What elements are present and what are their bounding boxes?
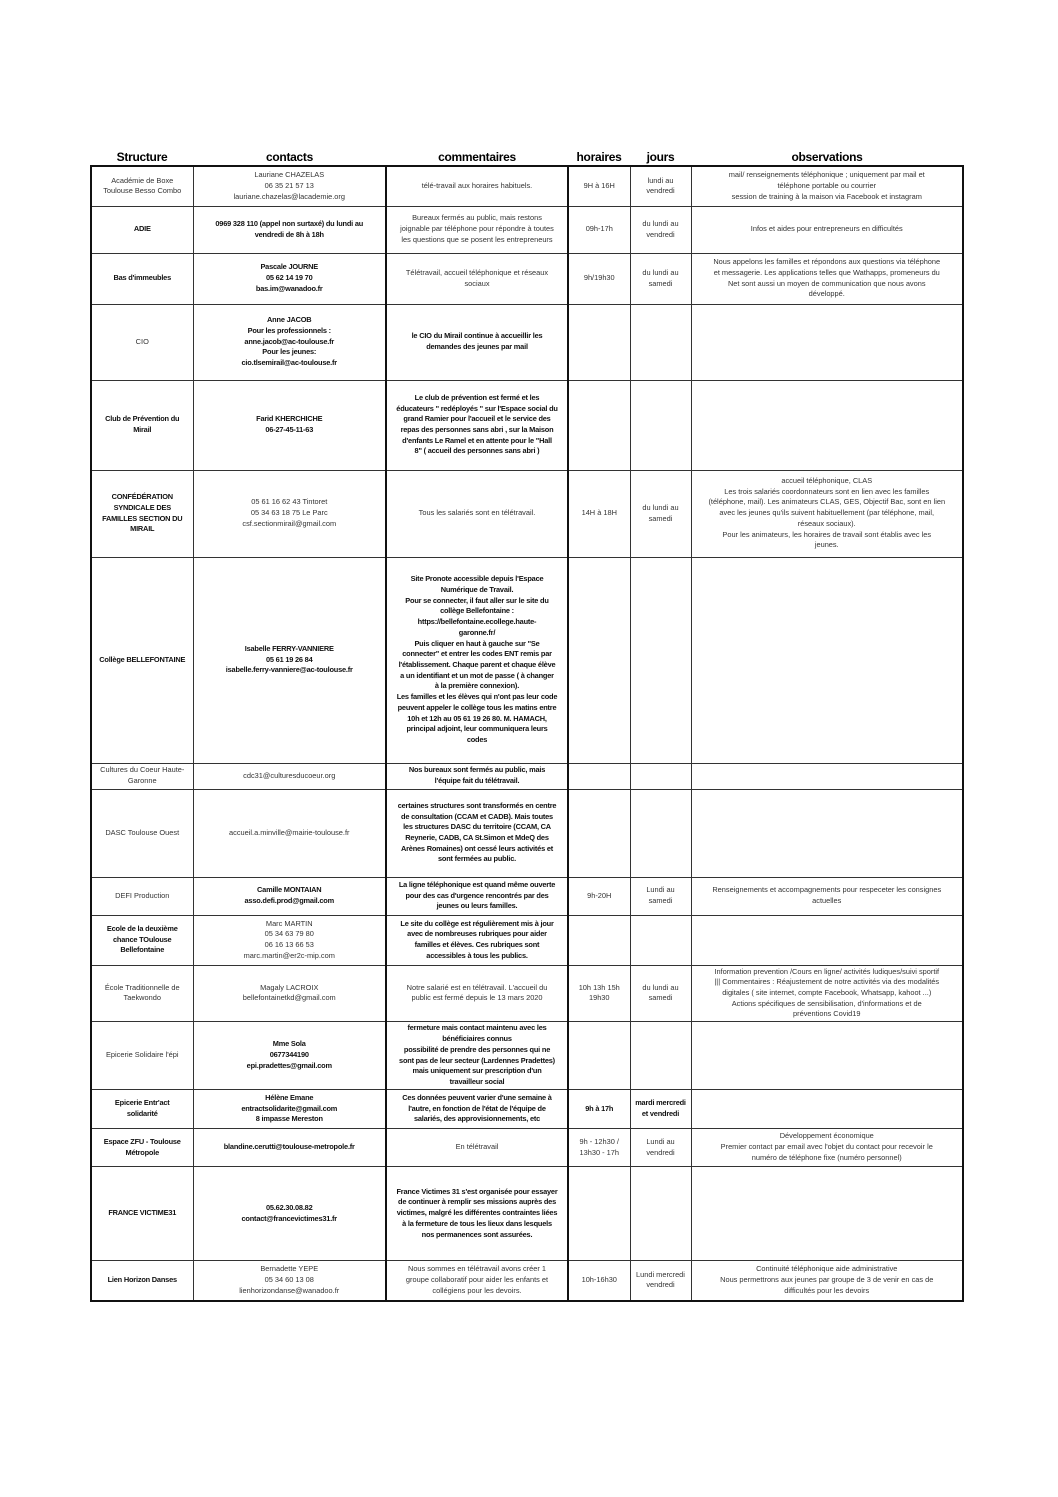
cell-contacts: Marc MARTIN 05 34 63 79 80 06 16 13 66 53 marc.martin@er2c-mip.com bbox=[193, 915, 386, 965]
cell-observations: Nous appelons les familles et répondons aux questions via téléphone et messagerie. Les applications telles que Wathapps, promeneurs du Net sont aussi un moyen de communication que nous avons développé. bbox=[691, 253, 963, 304]
cell-structure: CIO bbox=[91, 304, 193, 380]
table-row bbox=[91, 1129, 963, 1167]
cell-commentaires: Notre salarié est en télétravail. L'accueil du public est fermé depuis le 13 mars 2020 bbox=[386, 965, 568, 1022]
cell-commentaires: certaines structures sont transformés en centre de consultation (CCAM et CADB). Mais toutes les structures DASC du territoire (CCAM, CA Reynerie, CADB, CA St.Simon et MdeQ des Arènes Romaines) ont cessé leurs activités et sont fermées au public. bbox=[386, 789, 568, 877]
table-row bbox=[91, 789, 963, 877]
table-row bbox=[91, 1261, 963, 1301]
cell-contacts: 05.62.30.08.82 contact@francevictimes31.fr bbox=[193, 1167, 386, 1261]
cell-observations: Infos et aides pour entrepreneurs en difficultés bbox=[691, 206, 963, 253]
cell-structure: CONFÉDÉRATION SYNDICALE DES FAMILLES SECTION DU MIRAIL bbox=[91, 470, 193, 557]
cell-structure: École Traditionnelle de Taekwondo bbox=[91, 965, 193, 1022]
cell-structure: Collège BELLEFONTAINE bbox=[91, 557, 193, 763]
cell-observations: Renseignements et accompagnements pour respeceter les consignes actuelles bbox=[691, 877, 963, 915]
table-row bbox=[91, 1167, 963, 1261]
cell-structure: Club de Prévention du Mirail bbox=[91, 380, 193, 470]
table-row bbox=[91, 1022, 963, 1090]
table-row bbox=[91, 1090, 963, 1129]
cell-commentaires: La ligne téléphonique est quand même ouverte pour des cas d'urgence rencontrés par des jeunes ou leurs familles. bbox=[386, 877, 568, 915]
cell-horaires: 9H à 16H bbox=[568, 166, 630, 206]
cell-structure: Epicerie Solidaire l'épi bbox=[91, 1022, 193, 1090]
cell-commentaires: Ces données peuvent varier d'une semaine à l'autre, en fonction de l'état de l'équipe de salariés, des approvisionnements, etc bbox=[386, 1090, 568, 1129]
cell-observations bbox=[691, 1167, 963, 1261]
cell-horaires bbox=[568, 789, 630, 877]
cell-horaires: 9h/19h30 bbox=[568, 253, 630, 304]
cell-contacts: Farid KHERCHICHE 06-27-45-11-63 bbox=[193, 380, 386, 470]
cell-observations: Continuité téléphonique aide administrative Nous permettrons aux jeunes par groupe de 3 de venir en cas de difficultés pour les devoirs bbox=[691, 1261, 963, 1301]
header-structure: Structure bbox=[116, 150, 168, 164]
cell-jours bbox=[630, 380, 691, 470]
cell-horaires bbox=[568, 763, 630, 789]
cell-jours bbox=[630, 789, 691, 877]
header-jours: jours bbox=[646, 150, 675, 164]
cell-observations bbox=[691, 557, 963, 763]
cell-jours bbox=[630, 1167, 691, 1261]
table-row bbox=[91, 915, 963, 965]
cell-jours: du lundi au samedi bbox=[630, 470, 691, 557]
cell-jours: mardi mercredi et vendredi bbox=[630, 1090, 691, 1129]
cell-contacts: Pascale JOURNE 05 62 14 19 70 bas.im@wanadoo.fr bbox=[193, 253, 386, 304]
cell-observations bbox=[691, 1090, 963, 1129]
cell-observations: accueil téléphonique, CLAS Les trois salariés coordonnateurs sont en lien avec les familles (téléphone, mail). Les animateurs CLAS, GES, Objectif Bac, sont en lien avec les jeunes qu'ils suivent habituellement (par téléphone, mail, réseaux sociaux). Pour les animateurs, les horaires de travail sont établis avec les jeunes. bbox=[691, 470, 963, 557]
cell-contacts: Hélène Emane entractsolidarite@gmail.com 8 impasse Mereston bbox=[193, 1090, 386, 1129]
table-row bbox=[91, 877, 963, 915]
cell-contacts: 05 61 16 62 43 Tintoret 05 34 63 18 75 Le Parc csf.sectionmirail@gmail.com bbox=[193, 470, 386, 557]
table-row bbox=[91, 304, 963, 380]
cell-contacts: Bernadette YEPE 05 34 60 13 08 lienhorizondanse@wanadoo.fr bbox=[193, 1261, 386, 1301]
cell-contacts: blandine.cerutti@toulouse-metropole.fr bbox=[193, 1129, 386, 1167]
cell-horaires: 10h 13h 15h 19h30 bbox=[568, 965, 630, 1022]
table-row bbox=[91, 763, 963, 789]
header-commentaires: commentaires bbox=[438, 150, 516, 164]
cell-contacts: Mme Sola 0677344190 epi.pradettes@gmail.com bbox=[193, 1022, 386, 1090]
cell-jours: du lundi au samedi bbox=[630, 253, 691, 304]
table-row bbox=[91, 965, 963, 1022]
cell-commentaires: Nos bureaux sont fermés au public, mais l'équipe fait du télétravail. bbox=[386, 763, 568, 789]
cell-horaires bbox=[568, 557, 630, 763]
cell-commentaires: Le club de prévention est fermé et les éducateurs " redéployés " sur l'Espace social du grand Ramier pour l'accueil et le service des repas des personnes sans abri , sur la Maison d'enfants Le Ramel et en attente pour le "Hall 8" ( accueil des personnes sans abri ) bbox=[386, 380, 568, 470]
cell-jours bbox=[630, 1022, 691, 1090]
cell-contacts: Magaly LACROIX bellefontainetkd@gmail.com bbox=[193, 965, 386, 1022]
cell-observations: Information prevention /Cours en ligne/ activités ludiques/suivi sportif ||| Commentaires : Réajustement de notre activités via des modalités digitales ( site internet, compte Facebook, Whatsapp, kahoot ...) Actions spécifiques de sensibilisation, d'informations et de préventions Covid19 bbox=[691, 965, 963, 1022]
header-horaires: horaires bbox=[576, 150, 622, 164]
cell-structure: DASC Toulouse Ouest bbox=[91, 789, 193, 877]
cell-jours bbox=[630, 915, 691, 965]
table-row bbox=[91, 380, 963, 470]
cell-jours: du lundi au vendredi bbox=[630, 206, 691, 253]
cell-commentaires: le CIO du Mirail continue à accueillir les demandes des jeunes par mail bbox=[386, 304, 568, 380]
cell-observations bbox=[691, 763, 963, 789]
cell-horaires: 9h-20H bbox=[568, 877, 630, 915]
cell-horaires: 9h - 12h30 / 13h30 - 17h bbox=[568, 1129, 630, 1167]
cell-structure: FRANCE VICTIME31 bbox=[91, 1167, 193, 1261]
cell-jours bbox=[630, 763, 691, 789]
cell-contacts: accueil.a.minville@mairie-toulouse.fr bbox=[193, 789, 386, 877]
cell-commentaires: fermeture mais contact maintenu avec les bénéficiaires connus possibilité de prendre des personnes qui ne sont pas de leur secteur (Lardennes Pradettes) mais uniquement sur prescription d'un travailleur social bbox=[386, 1022, 568, 1090]
table-row bbox=[91, 166, 963, 206]
cell-jours: lundi au vendredi bbox=[630, 166, 691, 206]
cell-horaires bbox=[568, 1167, 630, 1261]
cell-contacts: Isabelle FERRY-VANNIERE 05 61 19 26 84 isabelle.ferry-vanniere@ac-toulouse.fr bbox=[193, 557, 386, 763]
cell-commentaires: Bureaux fermés au public, mais restons joignable par téléphone pour répondre à toutes les questions que se posent les entrepreneurs bbox=[386, 206, 568, 253]
cell-contacts: 0969 328 110 (appel non surtaxé) du lundi au vendredi de 8h à 18h bbox=[193, 206, 386, 253]
table-row bbox=[91, 253, 963, 304]
cell-observations bbox=[691, 915, 963, 965]
cell-commentaires: Site Pronote accessible depuis l'Espace Numérique de Travail. Pour se connecter, il faut aller sur le site du collège Bellefontaine : https://bellefontaine.ecollege.haute- garonne.fr/ Puis cliquer en haut à gauche sur "Se connecter" et entrer les codes ENT remis par l'établissement. Chaque parent et chaque élève a un identifiant et un mot de passe ( à changer à la première connexion). Les familles et les élèves qui n'ont pas leur code peuvent appeler le collège tous les matins entre 10h et 12h au 05 61 19 26 80. M. HAMACH, principal adjoint, leur communiquera leurs codes bbox=[386, 557, 568, 763]
cell-commentaires: télé-travail aux horaires habituels. bbox=[386, 166, 568, 206]
table-row bbox=[91, 557, 963, 763]
header-row bbox=[91, 150, 963, 166]
table-row bbox=[91, 470, 963, 557]
cell-jours bbox=[630, 304, 691, 380]
header-contacts: contacts bbox=[266, 150, 313, 164]
cell-jours: du lundi au samedi bbox=[630, 965, 691, 1022]
cell-contacts: Camille MONTAIAN asso.defi.prod@gmail.com bbox=[193, 877, 386, 915]
cell-structure: Espace ZFU - Toulouse Métropole bbox=[91, 1129, 193, 1167]
cell-structure: ADIE bbox=[91, 206, 193, 253]
cell-observations bbox=[691, 1022, 963, 1090]
cell-structure: Académie de Boxe Toulouse Besso Combo bbox=[91, 166, 193, 206]
cell-horaires bbox=[568, 1022, 630, 1090]
cell-observations: Développement économique Premier contact par email avec l'objet du contact pour recevoir le numéro de téléphone fixe (numéro personnel) bbox=[691, 1129, 963, 1167]
cell-horaires: 14H à 18H bbox=[568, 470, 630, 557]
cell-structure: Lien Horizon Danses bbox=[91, 1261, 193, 1301]
table-row bbox=[91, 206, 963, 253]
cell-commentaires: Nous sommes en télétravail avons créer 1 groupe collaboratif pour aider les enfants et collégiens pour les devoirs. bbox=[386, 1261, 568, 1301]
structures-table bbox=[90, 150, 964, 1302]
cell-commentaires: En télétravail bbox=[386, 1129, 568, 1167]
cell-structure: Cultures du Coeur Haute- Garonne bbox=[91, 763, 193, 789]
cell-commentaires: Télétravail, accueil téléphonique et réseaux sociaux bbox=[386, 253, 568, 304]
cell-horaires bbox=[568, 304, 630, 380]
cell-horaires: 10h-16h30 bbox=[568, 1261, 630, 1301]
cell-jours bbox=[630, 557, 691, 763]
cell-contacts: Lauriane CHAZELAS 06 35 21 57 13 lauriane.chazelas@lacademie.org bbox=[193, 166, 386, 206]
cell-observations: mail/ renseignements téléphonique ; uniquement par mail et téléphone portable ou courrier session de training à la maison via Facebook et instagram bbox=[691, 166, 963, 206]
cell-horaires bbox=[568, 915, 630, 965]
cell-jours: Lundi au vendredi bbox=[630, 1129, 691, 1167]
cell-jours: Lundi au samedi bbox=[630, 877, 691, 915]
cell-observations bbox=[691, 304, 963, 380]
cell-observations bbox=[691, 380, 963, 470]
cell-horaires bbox=[568, 380, 630, 470]
cell-commentaires: Tous les salariés sont en télétravail. bbox=[386, 470, 568, 557]
cell-structure: DEFI Production bbox=[91, 877, 193, 915]
cell-structure: Ecole de la deuxième chance TOulouse Bellefontaine bbox=[91, 915, 193, 965]
cell-commentaires: France Victimes 31 s'est organisée pour essayer de continuer à remplir ses missions auprès des victimes, malgré les différentes contraintes liées à la fermeture de tous les lieux dans lesquels nos permanences sont assurées. bbox=[386, 1167, 568, 1261]
cell-jours: Lundi mercredi vendredi bbox=[630, 1261, 691, 1301]
cell-commentaires: Le site du collège est régulièrement mis à jour avec de nombreuses rubriques pour aider familles et élèves. Ces rubriques sont accessibles à tous les publics. bbox=[386, 915, 568, 965]
cell-structure: Bas d'immeubles bbox=[91, 253, 193, 304]
cell-horaires: 9h à 17h bbox=[568, 1090, 630, 1129]
cell-contacts: Anne JACOB Pour les professionnels : anne.jacob@ac-toulouse.fr Pour les jeunes: cio.tlsemirail@ac-toulouse.fr bbox=[193, 304, 386, 380]
cell-structure: Epicerie Entr'act solidarité bbox=[91, 1090, 193, 1129]
cell-observations bbox=[691, 789, 963, 877]
cell-contacts: cdc31@culturesducoeur.org bbox=[193, 763, 386, 789]
cell-horaires: 09h-17h bbox=[568, 206, 630, 253]
header-observations: observations bbox=[791, 150, 863, 164]
